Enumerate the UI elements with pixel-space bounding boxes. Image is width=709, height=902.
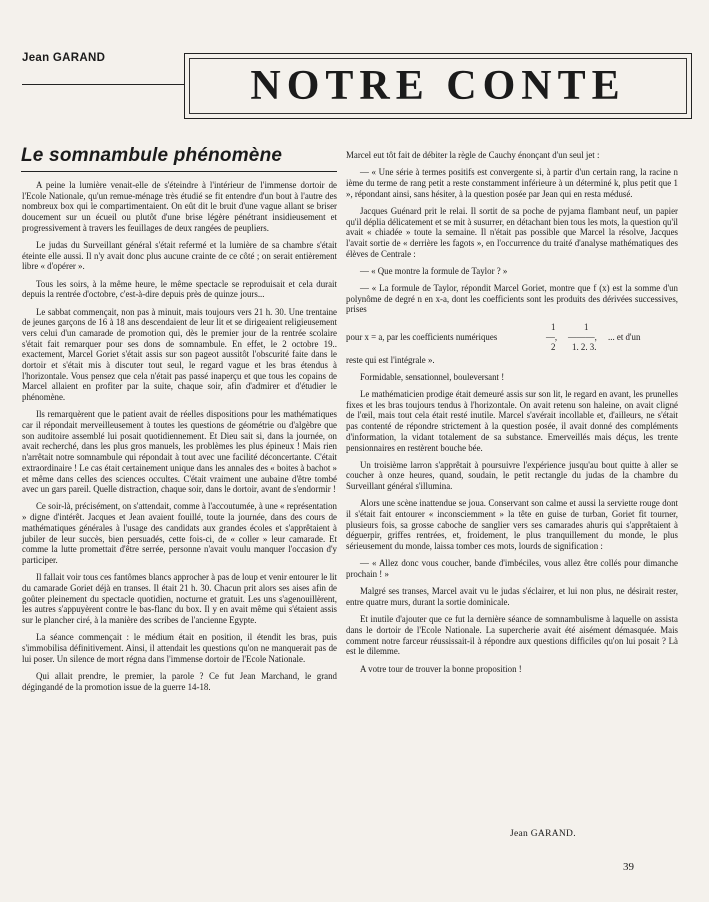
article-title-underline [21,171,337,172]
formula-num2: 1 [584,321,589,332]
formula-dash1: —, [546,331,558,342]
paragraph: — « Allez donc vous coucher, bande d'imbéciles, vous allez être collés pour dimanche prochain ! » [346,558,678,580]
paragraph: Marcel eut tôt fait de débiter la règle de Cauchy énonçant d'un seul jet : [346,150,600,160]
header-author: Jean GARAND [22,52,106,64]
right-column [346,150,678,681]
formula-prefix: pour x = a, par les coefficients numériques [346,331,498,342]
paragraph: Ce soir-là, précisément, on s'attendait, comme à l'accoutumée, à une « représentation » digne d'intérêt. Jacques et Jean avaient fouillé, toute la journée, dans des cours de mathématiques générales à l'usage des candidats aux grandes écoles et s'apprêtaient à jubiler de leur succès, bien persuadés, cette fois-ci, de « coller » leur camarade. Et comme la lutte promettait d'être serrée, personne n'avait voulu manquer l'occasion d'y participer. [22,501,337,565]
paragraph: A peine la lumière venait-elle de s'éteindre à l'intérieur de l'immense dortoir de l'Ecole Nationale, qu'un remue-ménage très étudié se fit entendre d'un bout à l'autre des nombreux box qui le compartimentaient. On eût dit le bruit d'une vague allant se briser doucement sur un écueil ou plutôt d'une brise légère pénétrant insidieusement et progressivement à travers les feuillages de deux rangées de peupliers. [22,180,337,233]
paragraph: Tous les soirs, à la même heure, le même spectacle se reproduisait et cela durait depuis la rentrée d'octobre, c'est-à-dire depuis près de quinze jours... [22,278,337,300]
taylor-formula [346,322,678,352]
paragraph: Il fallait voir tous ces fantômes blancs approcher à pas de loup et venir entourer le lit du camarade Goriet déjà en transes. Il était 21 h. 30. Chacun prit alors ses aises afin de goûter pleinement du spectacle quotidien, nocturne et gratuit. Les uns s'agenouillèrent, les autres s'appuyèrent contre le bas-flanc du box. Il y en avait même qui s'étaient assis sur le plancher ciré, à la manière des scribes de l'ancienne Egypte. [22,572,337,626]
section-title: NOTRE CONTE [250,63,626,109]
signature: Jean GARAND. [510,829,576,839]
paragraph: Formidable, sensationnel, bouleversant ! [360,371,505,382]
left-column [22,180,337,699]
paragraph: A votre tour de trouver la bonne proposition ! [360,663,522,674]
paragraph: Le sabbat commençait, non pas à minuit, mais toujours vers 21 h. 30. Une trentaine de jeunes garçons de 16 à 18 ans descendaient de leur lit et se dirigeaient religieusement vers celui d'un camarade de promotion qui, dès le premier jour de la rentrée scolaire s'était fait remarquer pour ses dons de somnambule. En effet, le 2 octobre 19.. exactement, Marcel Goriet s'était assis sur son pageot aussitôt l'obscurité faite dans le dortoir et s'était mis à discuter tout seul, le regard vague et les bras étendus à l'horizontale. Vous pensez que cela n'était pas passé inaperçu et que tous les copains de Marcel allaient en profiter par la suite, chaque soir, afin d'admirer et d'étudier le phénomène. [22,306,337,403]
paragraph: — « La formule de Taylor, répondit Marcel Goriet, montre que f (x) est la somme d'un polynôme de degré n en x-a, dont les coefficients sont les produits des dérivées successives, prises [346,283,678,315]
paragraph: Le judas du Surveillant général s'était refermé et la lumière de sa chambre s'était éteinte elle aussi. Il n'y avait donc plus aucune crainte de ce côté ; on serait entièrement libre « d'opérer ». [22,240,337,272]
formula-dash2: ———, [568,331,597,342]
paragraph: — « Que montre la formule de Taylor ? » [360,265,508,276]
paragraph: Ils remarquèrent que le patient avait de réelles dispositions pour les mathématiques car il répondait merveilleusement à toutes les questions de géométrie ou d'algèbre que son auditoire assemblé lui posait quotidiennement. Et Dieu sait si, dans la journée, on avait recherché, dans les plus gros manuels, les problèmes les plus épineux ! Mais rien n'arrêtait notre somnambule qui répondait à tout avec une facilité déconcertante. C'était extraordinaire ! Le cas était certainement unique dans les annales des « boites à bachot » et même dans celles des sciences occultes. C'était vraiment une aubaine d'être tombé avec un gars pareil. Quelle distraction, chaque soir, dans le dortoir, avant de s'endormir ! [22,409,337,495]
paragraph: Malgré ses transes, Marcel avait vu le judas s'éclairer, et lui non plus, ne désirait rester, entre quatre murs, durant la sortie dominicale. [346,586,678,607]
paragraph: Un troisième larron s'apprêtait à poursuivre l'expérience jusqu'au bout quitte à aller se coucher à onze heures, quand, soudain, le petit rectangle du judas de la chambre du Surveillant général s'illumina. [346,459,678,492]
paragraph: Alors une scène inattendue se joua. Conservant son calme et aussi la serviette rouge dont il s'était fait entourer « inconsciemment » la tête en guise de turban, Goriet fit tourner, plusieurs fois, sa grosse caboche de sanglier vers ses camarades ahuris qui s'apprêtaient à déguerpir, griffes rentrées, et, froidement, le plus tranquillement du monde, le plus sérieusement du monde, laissa tomber ces mots, lourds de signification : [346,498,678,552]
formula-suffix: ... et d'un [608,331,641,342]
paragraph: La séance commençait : le médium était en position, il étendit les bras, puis s'immobilisa définitivement. Ainsi, il attendait les questions qu'on ne manquerait pas de lui poser. Un silence de mort régna dans l'immense dortoir de l'Ecole Nationale. [22,632,337,664]
paragraph: Et inutile d'ajouter que ce fut la dernière séance de somnambulisme à laquelle on assista dans le dortoir de l'Ecole Nationale. La supercherie avait été aisément démasquée. Mais comment notre farceur réussissait-il à répondre aux questions difficiles qu'on lui posait ? Là est le dilemme. [346,614,678,657]
article-title: Le somnambule phénomène [21,145,283,166]
paragraph: Le mathématicien prodige était demeuré assis sur son lit, le regard en avant, les prunelles fixes et les bras toujours tendus à l'horizontale. On avait retenu son haleine, on avait cligné de l'œil, mais tout cela était resté inutile. Marcel s'avérait incollable et, d'ailleurs, ne s'était pas contenté de répondre strictement à la question posée, il avait donné des compléments d'information, la vidant totalement de sa substance. Emerveillés mais déçus, les trente pensionnaires en restèrent bouche bée. [346,389,678,453]
header-rule [22,84,184,85]
paragraph: — « Une série à termes positifs est convergente si, à partir d'un certain rang, la racine n ième du terme de rang petit a reste constamment inférieure à un déterminé k, plus petit que 1 », répondant ainsi, sans hésiter, à la question posée par Jean qui en resta médusé. [346,167,678,199]
paragraph: Jacques Guénard prit le relai. Il sortit de sa poche de pyjama flambant neuf, un papier qu'il déplia délicatement et se mit à susurrer, en détachant bien tous les mots, la question qu'il avait « chiadée » toute la semaine. Il n'était pas possible que Marcel la résolve, Jacques l'avait sortie de « derrière les fagots », en l'occurrence du traité d'analyse mathématiques des élèves de Centrale : [346,205,678,259]
formula-num1: 1 [551,321,556,332]
paragraph: Qui allait prendre, le premier, la parole ? Ce fut Jean Marchand, le grand dégingandé de la promotion issue de la guerre 14-18. [22,670,337,692]
page-number: 39 [623,861,634,873]
paragraph: reste qui est l'intégrale ». [346,354,435,365]
formula-den1: 2 [551,341,556,352]
section-title-box [184,53,692,119]
formula-den2: 1. 2. 3. [572,341,597,352]
